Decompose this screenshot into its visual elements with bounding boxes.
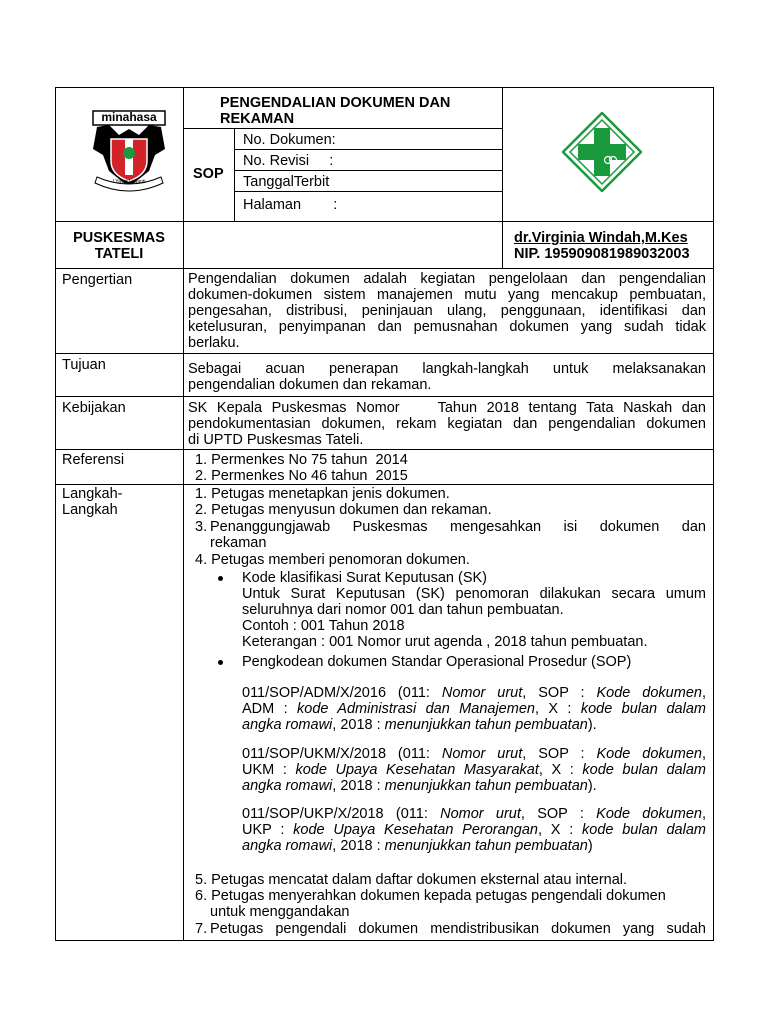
example-sep: ).	[587, 778, 597, 794]
step-5: 5. Petugas mencatat dalam daftar dokumen eksternal atau internal.	[195, 872, 628, 888]
example-code: 011/SOP/UKP/X/2018 (011:	[242, 806, 441, 822]
sk-line: Untuk Surat Keputusan (SK) penomoran dilakukan secara umum	[242, 586, 706, 602]
label-langkah-line2: Langkah	[62, 502, 118, 518]
step-4: 4. Petugas memberi penomoran dokumen.	[195, 552, 470, 568]
example-em: Nomor urut	[440, 806, 521, 822]
divider	[234, 170, 502, 171]
step-6: 6. Petugas menyerahkan dokumen kepada petugas pengendali dokumen	[195, 888, 666, 904]
example-line	[242, 822, 706, 838]
example-sep: , 2018 :	[332, 838, 385, 854]
tujuan-line: pengendalian dokumen dan rekaman.	[188, 377, 432, 393]
example-em: angka romawi	[242, 838, 333, 854]
bullet-icon	[218, 660, 223, 665]
kebijakan-line: pendokumentasian dokumen, rekam kegiatan dan pengendalian dokumen	[188, 416, 706, 432]
org-name-line2: TATELI	[94, 246, 144, 262]
referensi-item: 1. Permenkes No 75 tahun 2014	[195, 452, 408, 468]
example-sep: ,	[701, 746, 706, 762]
kebijakan-line: di UPTD Puskesmas Tateli.	[188, 432, 364, 448]
example-line	[242, 717, 706, 733]
example-sep: ,	[701, 685, 706, 701]
example-sep: ,	[701, 806, 706, 822]
divider	[55, 353, 714, 354]
example-sep: , SOP :	[522, 685, 597, 701]
doc-title-line2: REKAMAN	[220, 111, 295, 127]
example-line	[242, 701, 706, 717]
example-em: kode bulan dalam	[582, 762, 706, 778]
example-em: angka romawi	[242, 717, 333, 733]
example-em: menunjukkan tahun pembuatan	[384, 778, 588, 794]
example-unit: ADM :	[242, 701, 297, 717]
example-unit: UKP :	[242, 822, 294, 838]
divider	[183, 268, 184, 941]
signer-nip: NIP. 195909081989032003	[514, 246, 690, 262]
example-sep: , X :	[537, 822, 583, 838]
pengertian-line: berlaku.	[188, 335, 240, 351]
org-name: PUSKESMAS	[73, 230, 165, 246]
divider	[502, 87, 503, 268]
example-line	[242, 806, 706, 822]
meta-tanggal-terbit: TanggalTerbit	[243, 174, 330, 190]
minahasa-logo	[89, 109, 169, 195]
example-em: Kode dokumen	[596, 685, 702, 701]
example-sep: , SOP :	[520, 806, 597, 822]
tujuan-line: Sebagai acuan penerapan langkah-langkah untuk melaksanakan	[188, 361, 706, 377]
example-sep: ).	[587, 717, 597, 733]
label-kebijakan: Kebijakan	[62, 400, 126, 416]
example-code: 011/SOP/UKM/X/2018 (011:	[242, 746, 442, 762]
divider	[55, 268, 714, 269]
example-em: Kode dokumen	[596, 806, 702, 822]
label-langkah: Langkah-	[62, 486, 123, 502]
example-sep: , SOP :	[522, 746, 597, 762]
puskesmas-logo	[562, 112, 642, 192]
example-line	[242, 778, 706, 794]
sop-title: Pengkodean dokumen Standar Operasional Prosedur (SOP)	[242, 654, 632, 670]
text-pengertian	[188, 271, 706, 351]
divider	[55, 396, 714, 397]
sop-example-ukm	[242, 746, 706, 794]
sk-line: seluruhnya dari nomor 001 dan tahun pembuatan.	[242, 602, 564, 618]
label-pengertian: Pengertian	[62, 272, 133, 288]
divider	[234, 128, 235, 221]
meta-no-revisi: No. Revisi :	[243, 153, 334, 169]
example-sep: )	[587, 838, 593, 854]
example-em: kode bulan dalam	[582, 822, 706, 838]
example-line	[242, 746, 706, 762]
sk-line: Keterangan : 001 Nomor urut agenda , 2018 tahun pembuatan.	[242, 634, 648, 650]
sop-document	[55, 87, 714, 941]
divider	[234, 149, 502, 150]
example-em: angka romawi	[242, 778, 333, 794]
example-em: kode Administrasi dan Manajemen	[297, 701, 535, 717]
step-3	[210, 519, 706, 551]
example-em: Kode dokumen	[596, 746, 702, 762]
example-em: menunjukkan tahun pembuatan	[384, 717, 588, 733]
example-em: Nomor urut	[441, 746, 523, 762]
logo-motto: I Yayat U Santi	[112, 179, 146, 185]
example-line	[242, 685, 706, 701]
example-em: kode Upaya Kesehatan Perorangan	[293, 822, 538, 838]
kebijakan-line: SK Kepala Puskesmas Nomor Tahun 2018 tentang Tata Naskah dan	[188, 400, 706, 416]
step-1: 1. Petugas menetapkan jenis dokumen.	[195, 486, 450, 502]
step-6-line2: untuk menggandakan	[210, 904, 350, 920]
bullet-icon	[218, 576, 223, 581]
example-em: kode bulan dalam	[580, 701, 706, 717]
sk-text	[242, 586, 706, 650]
pengertian-line: ketelusuran, penyimpanan dan pemusnahan dokumen yang sudah tidak	[188, 319, 706, 335]
signer-name: dr.Virginia Windah,M.Kes	[514, 230, 688, 246]
divider	[55, 221, 714, 222]
step-3-line: rekaman	[210, 535, 267, 551]
step-3-line: Penanggungjawab Puskesmas mengesahkan isi dokumen dan	[210, 519, 706, 535]
divider	[183, 87, 184, 268]
divider	[55, 484, 714, 485]
doc-title: PENGENDALIAN DOKUMEN DAN	[220, 95, 451, 111]
sop-example-adm	[242, 685, 706, 733]
text-tujuan	[188, 361, 706, 393]
example-em: menunjukkan tahun pembuatan	[384, 838, 588, 854]
logo-text: minahasa	[101, 110, 157, 124]
step-7	[210, 921, 706, 937]
pengertian-line: dokumen-dokumen sistem manajemen mutu yang mencakup pembuatan,	[188, 287, 706, 303]
label-referensi: Referensi	[62, 452, 125, 468]
example-sep: , X :	[538, 762, 583, 778]
divider	[55, 449, 714, 450]
pengertian-line: Pengendalian dokumen adalah kegiatan pengelolaan dan pengendalian	[188, 271, 706, 287]
example-sep: , 2018 :	[332, 717, 385, 733]
referensi-item: 2. Permenkes No 46 tahun 2015	[195, 468, 408, 484]
example-sep: , 2018 :	[332, 778, 385, 794]
sop-example-ukp	[242, 806, 706, 854]
example-em: Nomor urut	[441, 685, 523, 701]
example-line	[242, 838, 706, 854]
sk-title: Kode klasifikasi Surat Keputusan (SK)	[242, 570, 488, 586]
sk-line: Contoh : 001 Tahun 2018	[242, 618, 405, 634]
step-7-line: Petugas pengendali dokumen mendistribusikan dokumen yang sudah	[210, 921, 706, 937]
step-7-number: 7.	[195, 921, 208, 937]
text-kebijakan	[188, 400, 706, 448]
example-unit: UKM :	[242, 762, 296, 778]
divider	[183, 128, 502, 129]
example-sep: , X :	[534, 701, 581, 717]
divider	[234, 191, 502, 192]
pengertian-line: pengesahan, distribusi, peninjauan ulang, penggunaan, identifikasi dan	[188, 303, 706, 319]
example-line	[242, 762, 706, 778]
label-tujuan: Tujuan	[62, 357, 106, 373]
step-2: 2. Petugas menyusun dokumen dan rekaman.	[195, 502, 492, 518]
meta-no-dokumen: No. Dokumen:	[243, 132, 336, 148]
example-code: 011/SOP/ADM/X/2016 (011:	[242, 685, 442, 701]
example-em: kode Upaya Kesehatan Masyarakat	[295, 762, 539, 778]
meta-halaman: Halaman :	[243, 197, 338, 213]
sop-label: SOP	[193, 166, 224, 182]
step-3-number: 3.	[195, 519, 208, 535]
